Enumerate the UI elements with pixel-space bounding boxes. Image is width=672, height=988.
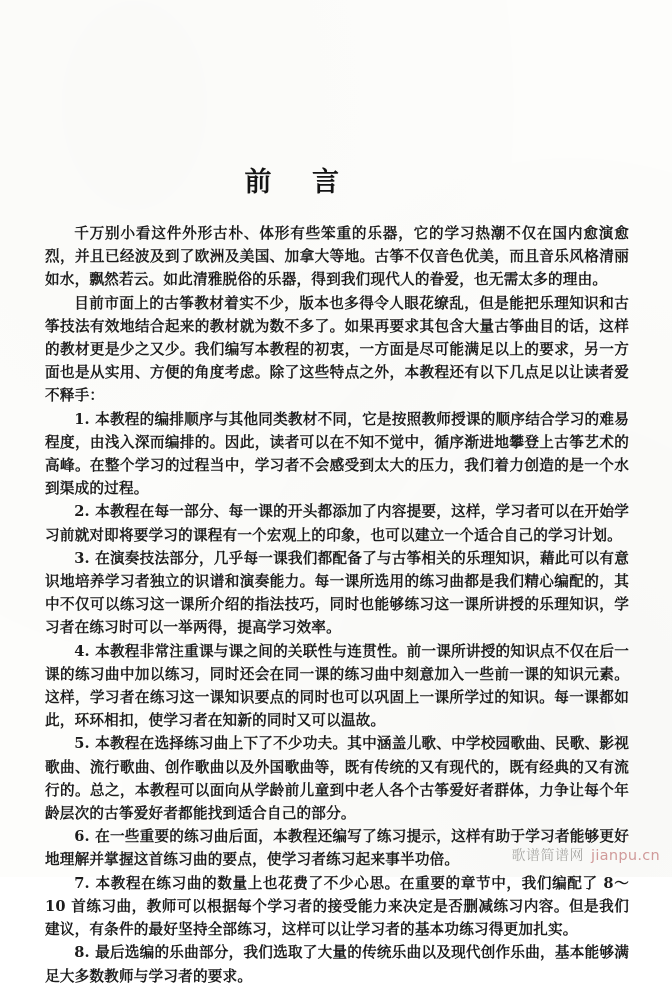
paragraph-item-2: 2. 本教程在每一部分、每一课的开头都添加了内容提要，这样，学习者可以在开始学习前就对即将要学习的课程有一个宏观上的印象，也可以建立一个适合自己的学习计划。 — [45, 503, 629, 544]
watermark-url: jianpu.cn — [591, 848, 660, 864]
paragraph-item-4: 4. 本教程非常注重课与课之间的关联性与连贯性。前一课所讲授的知识点不仅在后一课的练习曲中加以练习，同时还会在同一课的练习曲中刻意加入一些前一课的知识元素。这样，学习者在练习这一课知识要点的同时也可以巩固上一课所学过的知识。每一课都如此，环环相扣，使学习者在知新的同时又可以温故。 — [45, 642, 629, 730]
paragraph-item-3: 3. 在演奏技法部分，几乎每一课我们都配备了与古筝相关的乐理知识，藉此可以有意识地培养学习者独立的识谱和演奏能力。每一课所选用的练习曲都是我们精心编配的，其中不仅可以练习这一课所介绍的指法技巧，同时也能够练习这一课所讲授的乐理知识，学习者在练习时可以一举两得，提高学习效率。 — [45, 549, 629, 637]
paragraph-item-7: 7. 本教程在练习曲的数量上也花费了不少心思。在重要的章节中，我们编配了 8～10 首练习曲，教师可以根据每个学习者的接受能力来决定是否删减练习内容。但是我们建议，有条件的最好坚持全部练习，这样可以让学习者的基本功练习得更加扎实。 — [45, 874, 629, 939]
watermark-site-name: 歌谱简谱网 — [511, 848, 584, 864]
paragraph-item-8: 8. 最后选编的乐曲部分，我们选取了大量的传统乐曲以及现代创作乐曲，基本能够满足大多数教师与学习者的要求。 — [45, 944, 629, 985]
page-title — [0, 160, 584, 199]
paragraph-item-5: 5. 本教程在选择练习曲上下了不少功夫。其中涵盖儿歌、中学校园歌曲、民歌、影视歌曲、流行歌曲、创作歌曲以及外国歌曲等，既有传统的又有现代的，既有经典的又有流行的。总之，本教程可以面向从学龄前儿童到中老人各个古筝爱好者群体，力争让每个年龄层次的古筝爱好者都能找到适合自己的部分。 — [45, 735, 629, 823]
paragraph-item-6: 6. 在一些重要的练习曲后面，本教程还编写了练习提示，这样有助于学习者能够更好地理解并掌握这首练习曲的要点，使学习者练习起来事半功倍。 — [45, 828, 629, 869]
watermark — [512, 845, 661, 865]
paragraph-1: 千万别小看这件外形古朴、体形有些笨重的乐器，它的学习热潮不仅在国内愈演愈烈，并且已经波及到了欧洲及美国、加拿大等地。古筝不仅音色优美，而且音乐风格清丽如水，飘然若云。如此清雅脱俗的乐器，得到我们现代人的眷爱，也无需太多的理由。 — [45, 225, 629, 289]
paragraph-item-1: 1. 本教程的编排顺序与其他同类教材不同，它是按照教师授课的顺序结合学习的难易程度，由浅入深而编排的。因此，读者可以在不知不觉中，循序渐进地攀登上古筝艺术的高峰。在整个学习的过程当中，学习者不会感受到太大的压力，我们着力创造的是一个水到渠成的过程。 — [45, 410, 629, 498]
page-title-char-first: 前 — [244, 167, 272, 198]
paragraph-2: 目前市面上的古筝教材着实不少，版本也多得令人眼花缭乱，但是能把乐理知识和古筝技法有效地结合起来的教材就为数不多了。如果再要求其包含大量古筝曲目的话，这样的教材更是少之又少。我们编写本教程的初衷，一方面是尽可能满足以上的要求，另一方面也是从实用、方便的角度考虑。除了这些特点之外，本教程还有以下几点足以让读者爱不释手： — [45, 294, 629, 405]
paragraph-list — [45, 222, 629, 988]
page-title-char-second: 言 — [312, 167, 340, 198]
